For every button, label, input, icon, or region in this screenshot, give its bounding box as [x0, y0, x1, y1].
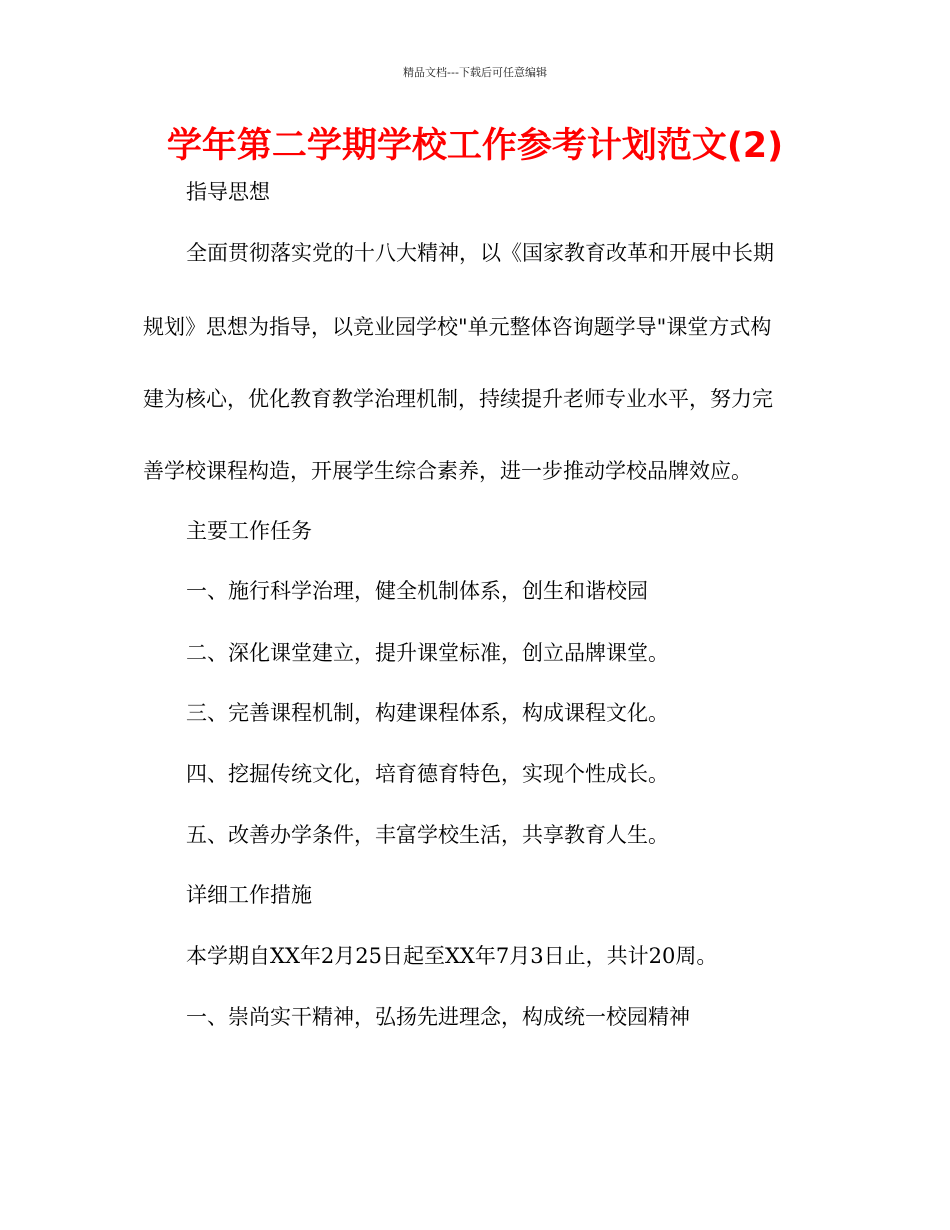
- task-item-5: 五、改善办学条件，丰富学校生活，共享教育人生。: [186, 823, 669, 847]
- task-item-2: 二、深化课堂建立，提升课堂标准，创立品牌课堂。: [186, 641, 669, 665]
- semester-dates-line: 本学期自XX年2月25日起至XX年7月3日止，共计20周。: [186, 944, 718, 968]
- section-heading-guiding-thought: 指导思想: [186, 180, 270, 204]
- task-item-1: 一、施行科学治理，健全机制体系，创生和谐校园: [186, 579, 648, 603]
- task-item-4: 四、挖掘传统文化，培育德育特色，实现个性成长。: [186, 762, 669, 786]
- measure-item-1: 一、崇尚实干精神，弘扬先进理念，构成统一校园精神: [186, 1005, 690, 1029]
- paragraph-line-4: 善学校课程构造，开展学生综合素养，进一步推动学校品牌效应。: [143, 459, 752, 483]
- paragraph-line-2: 规划》思想为指导，以竞业园学校"单元整体咨询题学导"课堂方式构: [143, 315, 772, 339]
- section-heading-main-tasks: 主要工作任务: [186, 519, 312, 543]
- page-header-note: 精品文档---下载后可任意编辑: [403, 66, 547, 79]
- task-item-3: 三、完善课程机制，构建课程体系，构成课程文化。: [186, 701, 669, 725]
- paragraph-line-3: 建为核心，优化教育教学治理机制，持续提升老师专业水平，努力完: [143, 387, 773, 411]
- document-title: 学年第二学期学校工作参考计划范文(2): [166, 126, 784, 166]
- paragraph-line-1: 全面贯彻落实党的十八大精神，以《国家教育改革和开展中长期: [186, 241, 774, 265]
- section-heading-measures: 详细工作措施: [186, 883, 312, 907]
